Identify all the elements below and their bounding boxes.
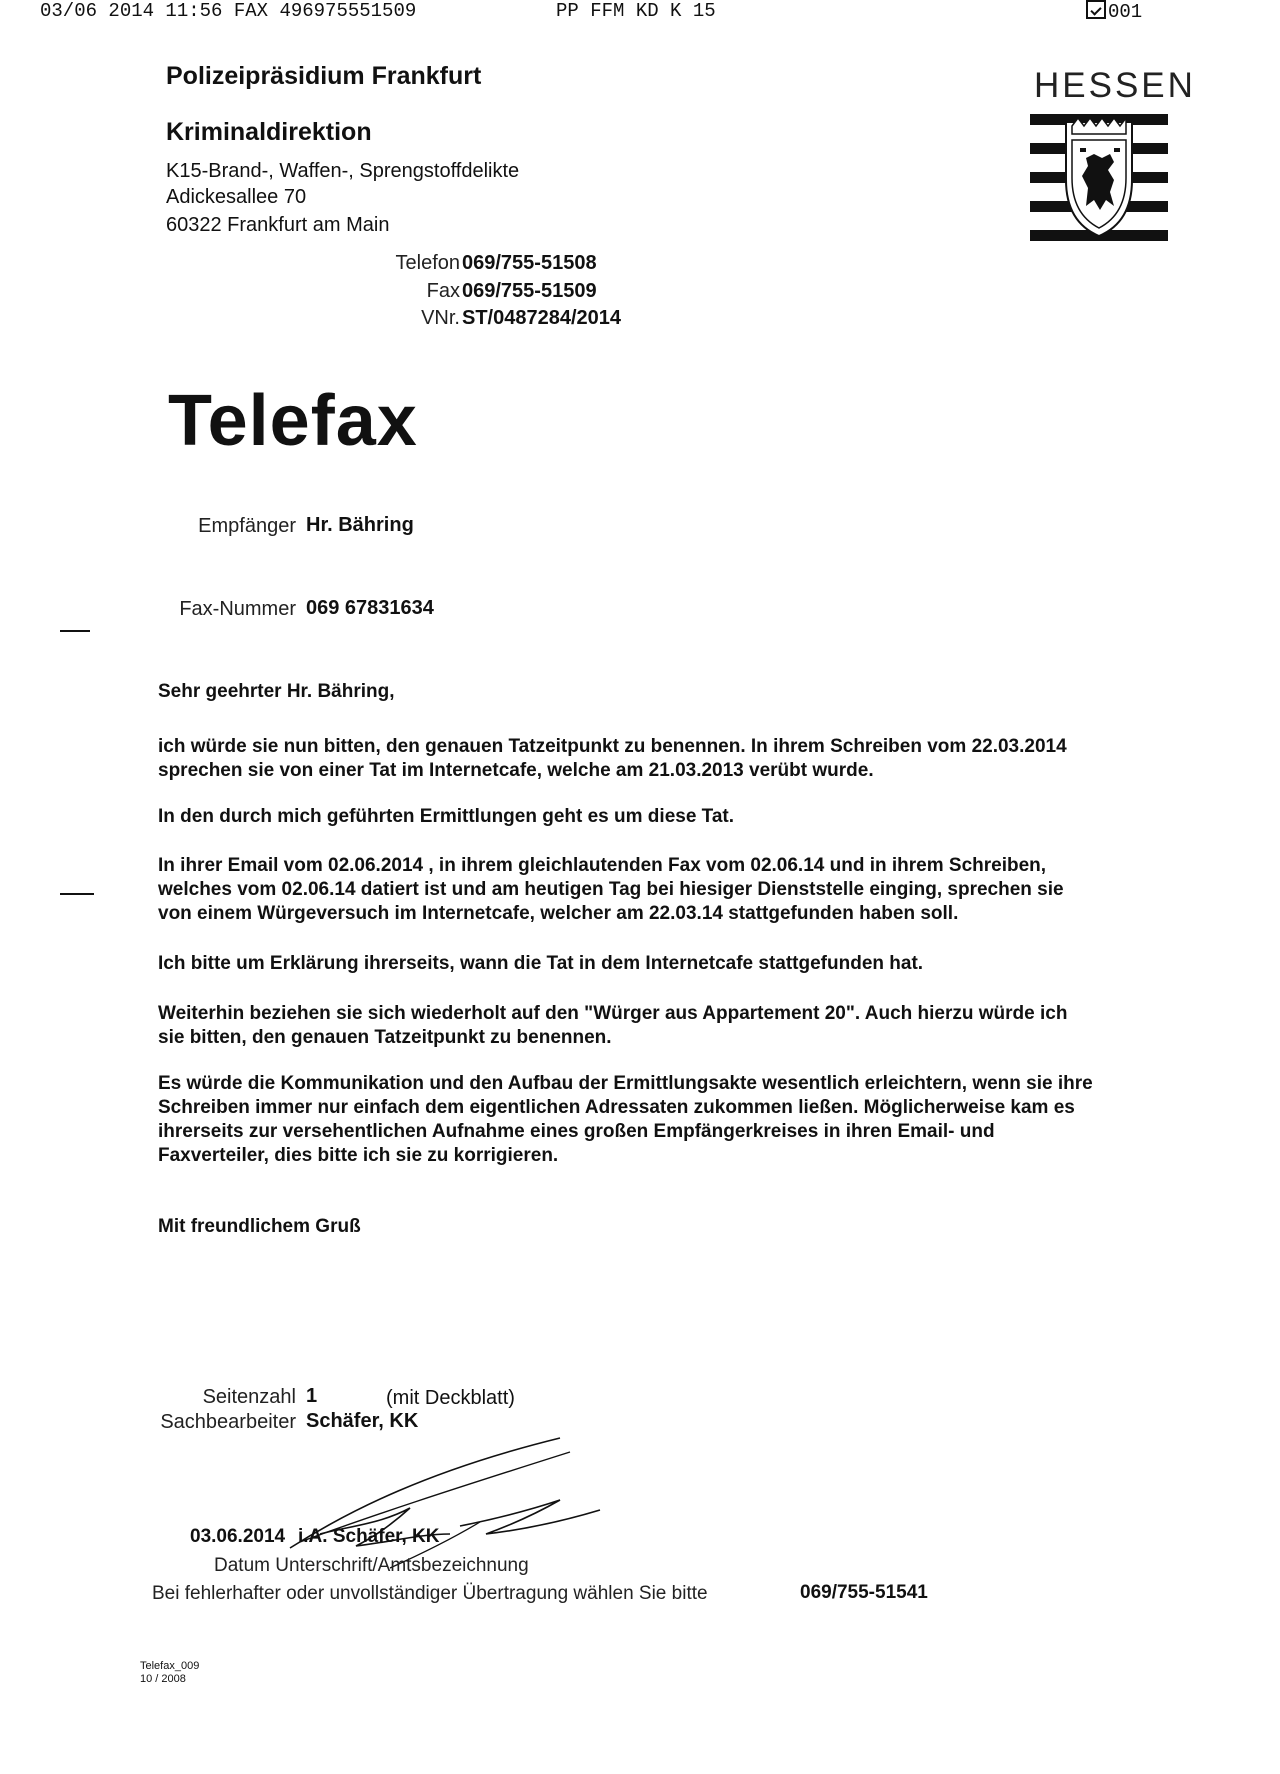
paragraph-line: Weiterhin beziehen sie sich wiederholt auf den "Würger aus Appartement 20". Auch hierzu würde ich — [158, 1003, 1068, 1024]
paragraph-6 — [158, 1072, 1198, 1168]
fax-number-value: 069 67831634 — [306, 597, 434, 619]
doc-title: Telefax — [168, 381, 418, 461]
signature-name: i.A. Schäfer, KK — [298, 1526, 440, 1547]
paragraph-3 — [158, 854, 1198, 926]
contact-vnr — [160, 307, 620, 333]
street: Adickesallee 70 — [166, 186, 307, 208]
recipient-value: Hr. Bähring — [306, 514, 414, 536]
paragraph-line: In ihrer Email vom 02.06.2014 , in ihrem gleichlautenden Fax vom 02.06.14 und in ihrem Schreiben, — [158, 855, 1047, 876]
fax-datetime: 03/06 2014 11:56 FAX 496975551509 — [40, 0, 417, 22]
closing — [158, 1215, 1198, 1239]
paragraph-line: sie bitten, den genauen Tatzeitpunkt zu benennen. — [158, 1027, 612, 1048]
fax-sender-code: PP FFM KD K 15 — [556, 0, 716, 22]
contact-phone — [160, 252, 620, 278]
contact-vnr-value: ST/0487284/2014 — [462, 307, 622, 329]
paragraph-4 — [158, 952, 1198, 976]
signature-date: 03.06.2014 — [190, 1526, 286, 1547]
contact-vnr-label: VNr. — [421, 307, 460, 329]
division-name: Kriminaldirektion — [166, 118, 372, 146]
department: K15-Brand-, Waffen-, Sprengstoffdelikte — [166, 160, 520, 182]
form-date: 10 / 2008 — [140, 1673, 186, 1685]
paragraph-line: Ich bitte um Erklärung ihrerseits, wann die Tat in dem Internetcafe stattgefunden hat. — [158, 953, 924, 974]
page-count-value: 1 — [306, 1385, 318, 1407]
paragraph-line: Schreiben immer nur einfach dem eigentlichen Adressaten zukommen ließen. Möglicherweise kam es — [158, 1097, 1075, 1118]
paragraph-line: von einem Würgeversuch im Internetcafe, welcher am 22.03.14 stattgefunden haben soll. — [158, 903, 959, 924]
fax-transmission-header — [0, 0, 1280, 24]
hessen-coat-of-arms-icon — [1030, 114, 1168, 252]
org-name: Polizeipräsidium Frankfurt — [166, 62, 482, 90]
salutation-line: Sehr geehrter Hr. Bähring, — [158, 681, 395, 702]
closing-line: Mit freundlichem Gruß — [158, 1216, 361, 1237]
fax-page-number: 001 — [1108, 1, 1143, 23]
paragraph-line: ihrerseits zur versehentlichen Aufnahme eines großen Empfängerkreises in ihren Email- und — [158, 1121, 995, 1142]
clerk-value: Schäfer, KK — [306, 1410, 419, 1432]
paragraph-line: welches vom 02.06.14 datiert ist und am heutigen Tag bei hiesiger Dienststelle einging, sprechen sie — [158, 879, 1064, 900]
city: 60322 Frankfurt am Main — [166, 214, 390, 236]
paragraph-line: ich würde sie nun bitten, den genauen Tatzeitpunkt zu benennen. In ihrem Schreiben vom 22.03.2014 — [158, 736, 1067, 757]
paragraph-line: Faxverteiler, dies bitte ich sie zu korrigieren. — [158, 1145, 559, 1166]
contact-fax-value: 069/755-51509 — [462, 280, 597, 302]
fold-mark-top — [60, 630, 90, 632]
state-name: HESSEN — [1034, 66, 1196, 105]
paragraph-line: Es würde die Kommunikation und den Aufbau der Ermittlungsakte wesentlich erleichtern, wenn sie ihre — [158, 1073, 1093, 1094]
clerk-label: Sachbearbeiter — [160, 1411, 296, 1433]
contact-phone-label: Telefon — [395, 252, 460, 274]
signature-caption: Datum Unterschrift/Amtsbezeichnung — [214, 1555, 529, 1576]
paragraph-2 — [158, 805, 1198, 829]
checkbox-icon — [1086, 0, 1106, 19]
fax-page-indicator — [1086, 0, 1142, 23]
contact-fax-label: Fax — [426, 280, 460, 302]
page-count-label: Seitenzahl — [202, 1386, 296, 1408]
salutation — [158, 680, 1198, 704]
contact-phone-value: 069/755-51508 — [462, 252, 597, 274]
contact-fax — [160, 280, 620, 306]
page-count-note: (mit Deckblatt) — [386, 1387, 515, 1409]
recipient-label: Empfänger — [198, 515, 296, 537]
transmission-error-phone: 069/755-51541 — [800, 1582, 928, 1603]
form-id: Telefax_009 — [140, 1660, 200, 1672]
fax-number-label: Fax-Nummer — [179, 598, 296, 620]
transmission-error-note: Bei fehlerhafter oder unvollständiger Übertragung wählen Sie bitte — [152, 1583, 708, 1604]
paragraph-1 — [158, 735, 1198, 783]
fold-mark-middle — [60, 893, 94, 895]
paragraph-line: sprechen sie von einer Tat im Internetcafe, welche am 21.03.2013 verübt wurde. — [158, 760, 874, 781]
handwritten-signature — [260, 1430, 620, 1570]
paragraph-line: In den durch mich geführten Ermittlungen geht es um diese Tat. — [158, 806, 735, 827]
paragraph-5 — [158, 1002, 1198, 1050]
